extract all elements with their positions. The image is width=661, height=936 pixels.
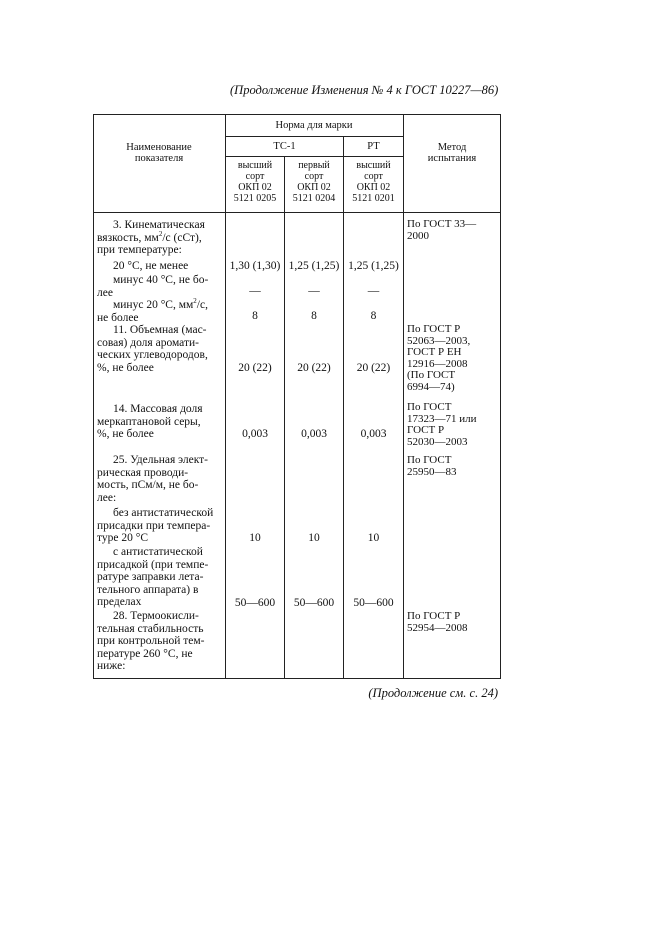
mercaptan-value-rt-higher: 0,003 bbox=[360, 428, 387, 440]
aromatics-value-ts1-higher: 20 (22) bbox=[238, 362, 272, 374]
temp20-value-rt-higher: 1,25 (1,25) bbox=[348, 260, 399, 272]
mercaptan-method: По ГОСТ 17323—71 или ГОСТ Р 52030—2003 bbox=[407, 401, 477, 448]
aromatics-value-ts1-first: 20 (22) bbox=[297, 362, 331, 374]
temp20-label: 20 °С, не менее bbox=[113, 260, 189, 272]
minus20-value-ts1-first: 8 bbox=[311, 310, 317, 322]
header-brand-ts1: ТС-1 bbox=[273, 141, 296, 152]
norm-divider bbox=[225, 136, 403, 137]
no-additive-value-rt-higher: 10 bbox=[367, 532, 380, 544]
temp20-value-ts1-higher: 1,30 (1,30) bbox=[229, 260, 281, 272]
aromatics-method: По ГОСТ Р 52063—2003, ГОСТ Р ЕН 12916—2008 (По ГОСТ 6994—74) bbox=[407, 323, 471, 393]
minus20-value-rt-higher: 8 bbox=[370, 310, 377, 322]
header-brand-rt: РТ bbox=[367, 141, 380, 152]
with-additive-value-ts1-first: 50—600 bbox=[293, 597, 335, 609]
conductivity-label: 25. Удельная элект- рическая проводи- мость, пСм/м, не бо- лее: bbox=[97, 454, 209, 504]
with-additive-value-ts1-higher: 50—600 bbox=[234, 597, 276, 609]
minus40-label: минус 40 °С, не бо- лее bbox=[97, 274, 209, 299]
minus40-value-rt-higher: — bbox=[367, 285, 380, 297]
table-bottom-border bbox=[93, 678, 501, 679]
header-divider bbox=[93, 212, 501, 213]
header-grade-ts1-first: первый сорт ОКП 02 5121 0204 bbox=[292, 160, 336, 204]
minus20-value-ts1-higher: 8 bbox=[252, 310, 258, 322]
with-additive-label: с антистатической присадкой (при темпе- ратуре заправки лета- тельного аппарата) в пределах bbox=[97, 546, 209, 608]
no-additive-value-ts1-higher: 10 bbox=[249, 532, 261, 544]
table-top-border bbox=[93, 114, 501, 115]
table-right-border bbox=[500, 114, 501, 678]
aromatics-value-rt-higher: 20 (22) bbox=[356, 362, 391, 374]
mercaptan-label: 14. Массовая доля меркаптановой серы, %, не более bbox=[97, 403, 203, 440]
thermal-stability-method: По ГОСТ Р 52954—2008 bbox=[407, 610, 468, 634]
aromatics-label: 11. Объемная (мас- совая) доля аромати- ческих углеводородов, %, не более bbox=[97, 324, 208, 374]
viscosity-label: 3. Кинематическая вязкость, $мм^2/с$ (сСт), при температуре: bbox=[97, 219, 205, 256]
minus40-value-ts1-first: — bbox=[308, 285, 320, 297]
minus40-value-ts1-higher: — bbox=[249, 285, 261, 297]
header-grade-rt-higher: высший сорт ОКП 02 5121 0201 bbox=[352, 160, 395, 204]
with-additive-value-rt-higher: 50—600 bbox=[353, 597, 394, 609]
col-divider-4 bbox=[403, 114, 404, 678]
header-norm-for-brand: Норма для марки bbox=[275, 120, 353, 131]
temp20-value-ts1-first: 1,25 (1,25) bbox=[288, 260, 340, 272]
table-left-border bbox=[93, 114, 94, 678]
brand-divider bbox=[225, 156, 403, 157]
conductivity-method: По ГОСТ 25950—83 bbox=[407, 454, 457, 478]
header-grade-ts1-higher: высший сорт ОКП 02 5121 0205 bbox=[233, 160, 277, 204]
minus20-label: минус 20 °С, $мм^2/с$, не более bbox=[97, 297, 208, 324]
mercaptan-value-ts1-higher: 0,003 bbox=[242, 428, 268, 440]
viscosity-method: По ГОСТ 33— 2000 bbox=[407, 218, 477, 242]
header-name-column: Наименование показателя bbox=[126, 142, 192, 164]
page-footer: (Продолжение см. с. 24) bbox=[368, 686, 498, 700]
header-method-column: Метод испытания bbox=[427, 142, 477, 164]
thermal-stability-label: 28. Термоокисли- тельная стабильность при контрольной тем- пературе 260 °С, не ниже: bbox=[97, 610, 205, 672]
page-header: (Продолжение Изменения № 4 к ГОСТ 10227—86) bbox=[230, 83, 499, 97]
no-additive-value-ts1-first: 10 bbox=[308, 532, 320, 544]
no-additive-label: без антистатической присадки при темпера- туре 20 °С bbox=[97, 507, 214, 544]
mercaptan-value-ts1-first: 0,003 bbox=[301, 428, 327, 440]
